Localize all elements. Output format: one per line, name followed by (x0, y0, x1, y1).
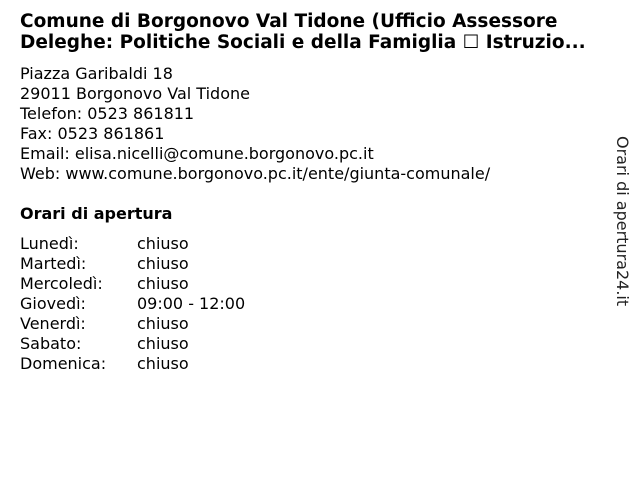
hours-row-friday (20, 314, 245, 334)
day-hours: chiuso (137, 234, 189, 253)
website: Web: www.comune.borgonovo.pc.it/ente/giunta-comunale/ (20, 164, 491, 183)
day-hours: chiuso (137, 254, 189, 273)
opening-hours-table (20, 234, 245, 374)
hours-row-tuesday (20, 254, 245, 274)
site-watermark: Orari di apertura24.it (613, 136, 632, 307)
day-label: Martedì: (20, 254, 87, 273)
hours-row-monday (20, 234, 245, 254)
day-hours: 09:00 - 12:00 (137, 294, 246, 313)
street-address: Piazza Garibaldi 18 (20, 64, 173, 83)
day-hours: chiuso (137, 314, 189, 333)
phone-number: Telefon: 0523 861811 (20, 104, 195, 123)
hours-row-saturday (20, 334, 245, 354)
day-label: Sabato: (20, 334, 82, 353)
title-line-2: Deleghe: Politiche Sociali e della Famiglia ☐ Istruzio... (20, 32, 586, 53)
day-label: Venerdì: (20, 314, 86, 333)
day-label: Lunedì: (20, 234, 79, 253)
day-hours: chiuso (137, 354, 189, 373)
day-label: Mercoledì: (20, 274, 103, 293)
opening-hours-heading: Orari di apertura (20, 204, 173, 223)
day-hours: chiuso (137, 334, 189, 353)
hours-row-sunday (20, 354, 245, 374)
page-title (20, 11, 620, 53)
day-hours: chiuso (137, 274, 189, 293)
day-label: Giovedì: (20, 294, 86, 313)
contact-block (20, 64, 490, 184)
day-label: Domenica: (20, 354, 107, 373)
email-address: Email: elisa.nicelli@comune.borgonovo.pc.it (20, 144, 374, 163)
postal-city: 29011 Borgonovo Val Tidone (20, 84, 250, 103)
hours-row-wednesday (20, 274, 245, 294)
title-line-1: Comune di Borgonovo Val Tidone (Ufficio Assessore (20, 11, 558, 32)
fax-number: Fax: 0523 861861 (20, 124, 165, 143)
hours-row-thursday (20, 294, 245, 314)
